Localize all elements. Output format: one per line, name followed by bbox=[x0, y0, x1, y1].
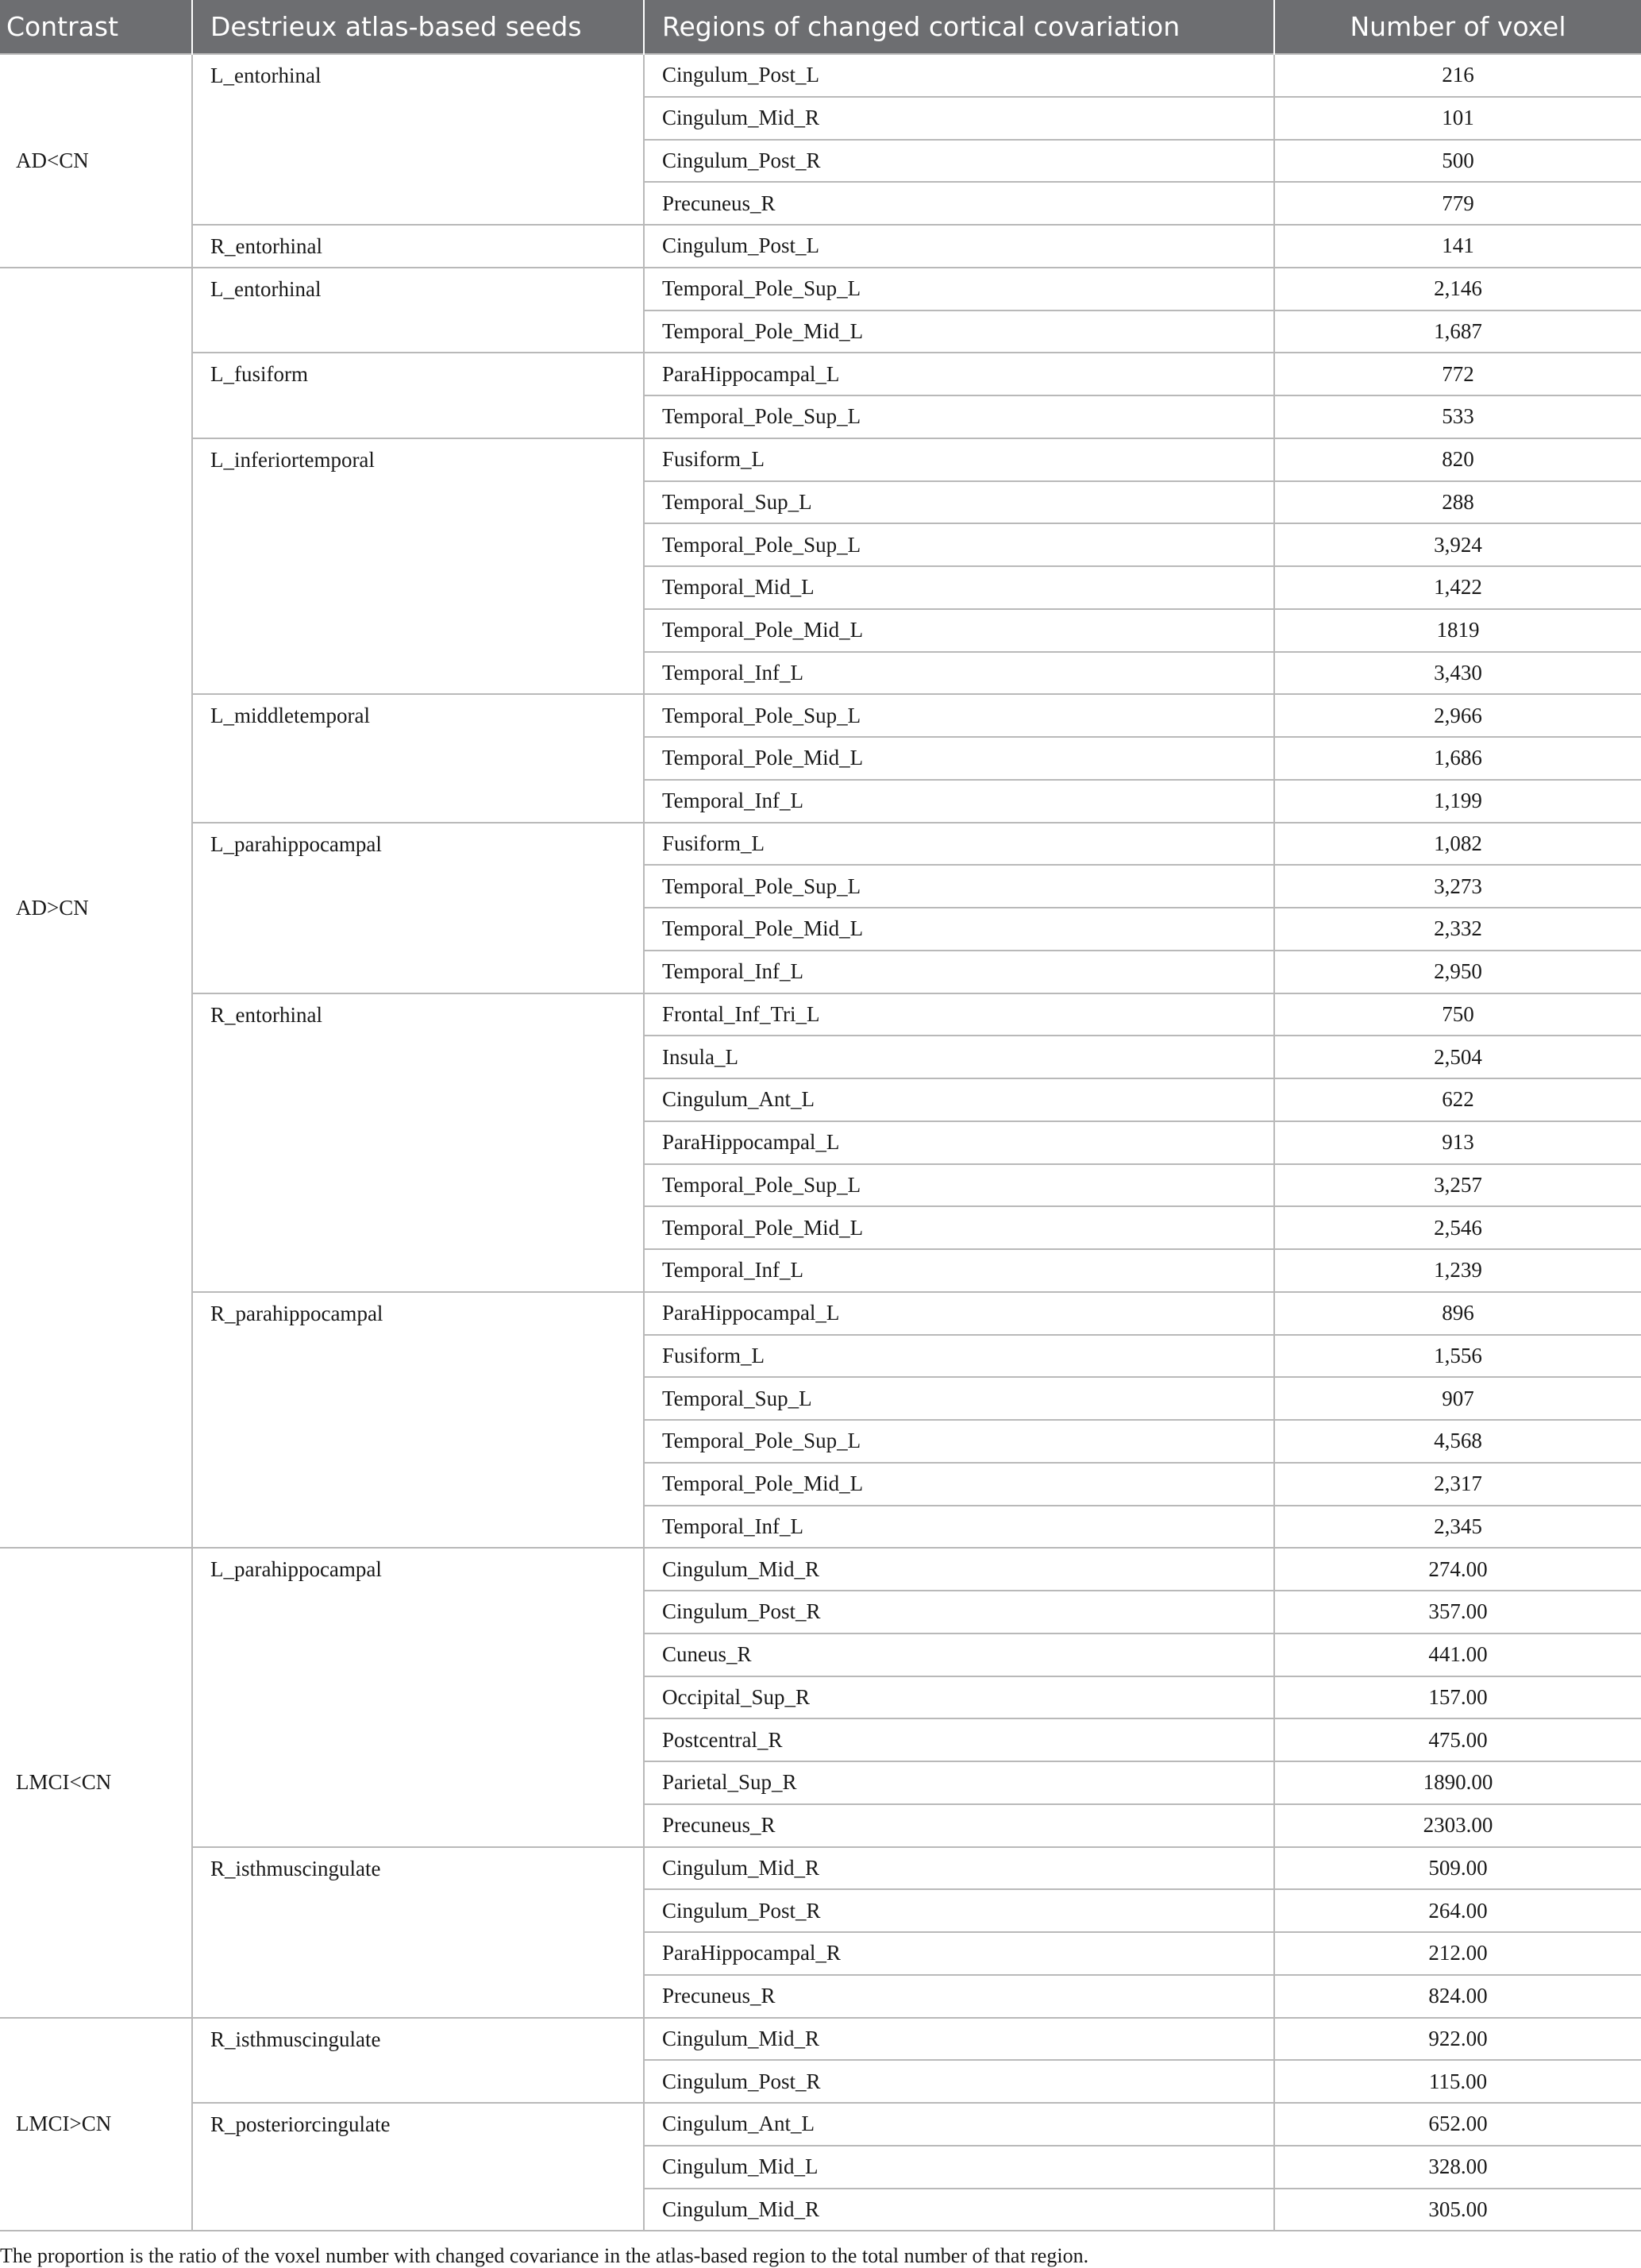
region-cell: Temporal_Pole_Mid_L bbox=[644, 737, 1274, 780]
voxel-count-cell: 896 bbox=[1274, 1292, 1641, 1335]
region-cell: Cingulum_Mid_R bbox=[644, 2018, 1274, 2061]
voxel-count-cell: 779 bbox=[1274, 182, 1641, 225]
region-cell: Temporal_Pole_Sup_L bbox=[644, 1164, 1274, 1207]
region-cell: Insula_L bbox=[644, 1036, 1274, 1078]
voxel-count-cell: 2,546 bbox=[1274, 1206, 1641, 1249]
region-cell: Occipital_Sup_R bbox=[644, 1676, 1274, 1719]
contrast-cell: LMCI<CN bbox=[0, 1548, 192, 2017]
header-seeds: Destrieux atlas-based seeds bbox=[192, 0, 644, 54]
table-row bbox=[0, 2103, 1641, 2146]
voxel-count-cell: 913 bbox=[1274, 1121, 1641, 1164]
voxel-count-cell: 1,686 bbox=[1274, 737, 1641, 780]
region-cell: Cingulum_Ant_L bbox=[644, 2103, 1274, 2146]
region-cell: Temporal_Pole_Sup_L bbox=[644, 1420, 1274, 1463]
voxel-count-cell: 2,950 bbox=[1274, 951, 1641, 993]
seed-cell: R_posteriorcingulate bbox=[192, 2103, 644, 2231]
voxel-count-cell: 509.00 bbox=[1274, 1847, 1641, 1890]
voxel-count-cell: 141 bbox=[1274, 225, 1641, 268]
table-row bbox=[0, 225, 1641, 268]
region-cell: Frontal_Inf_Tri_L bbox=[644, 993, 1274, 1036]
table-header bbox=[0, 0, 1641, 54]
header-contrast: Contrast bbox=[0, 0, 192, 54]
voxel-count-cell: 3,924 bbox=[1274, 523, 1641, 566]
voxel-count-cell: 357.00 bbox=[1274, 1591, 1641, 1634]
seed-cell: R_entorhinal bbox=[192, 993, 644, 1292]
voxel-count-cell: 3,273 bbox=[1274, 865, 1641, 908]
region-cell: Temporal_Pole_Sup_L bbox=[644, 268, 1274, 310]
voxel-count-cell: 824.00 bbox=[1274, 1975, 1641, 2018]
voxel-count-cell: 216 bbox=[1274, 54, 1641, 97]
table-footnote: The proportion is the ratio of the voxel number with changed covariance in the atlas-based region to the total number of that region. bbox=[0, 2244, 1089, 2268]
region-cell: Temporal_Sup_L bbox=[644, 481, 1274, 524]
region-cell: Temporal_Inf_L bbox=[644, 1506, 1274, 1549]
region-cell: Cingulum_Mid_R bbox=[644, 2189, 1274, 2231]
voxel-count-cell: 1,687 bbox=[1274, 310, 1641, 353]
region-cell: Precuneus_R bbox=[644, 182, 1274, 225]
region-cell: Temporal_Sup_L bbox=[644, 1377, 1274, 1420]
header-row bbox=[0, 0, 1641, 54]
region-cell: Fusiform_L bbox=[644, 1335, 1274, 1378]
region-cell: Temporal_Mid_L bbox=[644, 566, 1274, 609]
region-cell: Temporal_Inf_L bbox=[644, 1249, 1274, 1292]
contrast-cell: AD>CN bbox=[0, 268, 192, 1549]
region-cell: ParaHippocampal_L bbox=[644, 1292, 1274, 1335]
voxel-count-cell: 1890.00 bbox=[1274, 1761, 1641, 1804]
seed-cell: R_isthmuscingulate bbox=[192, 2018, 644, 2104]
header-voxels: Number of voxel bbox=[1274, 0, 1641, 54]
voxel-count-cell: 274.00 bbox=[1274, 1548, 1641, 1591]
voxel-count-cell: 2,345 bbox=[1274, 1506, 1641, 1549]
table-row bbox=[0, 993, 1641, 1036]
table-row bbox=[0, 1847, 1641, 1890]
region-cell: Postcentral_R bbox=[644, 1718, 1274, 1761]
table-row bbox=[0, 823, 1641, 866]
voxel-count-cell: 3,430 bbox=[1274, 652, 1641, 695]
voxel-count-cell: 750 bbox=[1274, 993, 1641, 1036]
seed-cell: L_middletemporal bbox=[192, 694, 644, 822]
region-cell: Temporal_Pole_Mid_L bbox=[644, 310, 1274, 353]
region-cell: Temporal_Pole_Sup_L bbox=[644, 694, 1274, 737]
region-cell: Temporal_Inf_L bbox=[644, 780, 1274, 823]
voxel-count-cell: 441.00 bbox=[1274, 1634, 1641, 1676]
region-cell: Temporal_Pole_Sup_L bbox=[644, 865, 1274, 908]
voxel-count-cell: 157.00 bbox=[1274, 1676, 1641, 1719]
voxel-count-cell: 264.00 bbox=[1274, 1889, 1641, 1932]
table-row bbox=[0, 353, 1641, 395]
voxel-count-cell: 533 bbox=[1274, 395, 1641, 438]
voxel-count-cell: 115.00 bbox=[1274, 2060, 1641, 2103]
table-row bbox=[0, 694, 1641, 737]
voxel-count-cell: 500 bbox=[1274, 140, 1641, 183]
table-row bbox=[0, 2018, 1641, 2061]
region-cell: ParaHippocampal_R bbox=[644, 1932, 1274, 1975]
table-row bbox=[0, 54, 1641, 97]
table-body bbox=[0, 54, 1641, 2231]
header-regions: Regions of changed cortical covariation bbox=[644, 0, 1274, 54]
voxel-count-cell: 922.00 bbox=[1274, 2018, 1641, 2061]
voxel-count-cell: 1,556 bbox=[1274, 1335, 1641, 1378]
voxel-count-cell: 328.00 bbox=[1274, 2146, 1641, 2189]
table-row bbox=[0, 268, 1641, 310]
voxel-count-cell: 2,966 bbox=[1274, 694, 1641, 737]
voxel-count-cell: 2303.00 bbox=[1274, 1804, 1641, 1847]
seed-cell: L_fusiform bbox=[192, 353, 644, 438]
table-row bbox=[0, 1292, 1641, 1335]
region-cell: Precuneus_R bbox=[644, 1804, 1274, 1847]
voxel-count-cell: 4,568 bbox=[1274, 1420, 1641, 1463]
voxel-count-cell: 212.00 bbox=[1274, 1932, 1641, 1975]
voxel-count-cell: 1,239 bbox=[1274, 1249, 1641, 1292]
seed-cell: L_parahippocampal bbox=[192, 1548, 644, 1846]
voxel-count-cell: 622 bbox=[1274, 1078, 1641, 1121]
voxel-count-cell: 1,422 bbox=[1274, 566, 1641, 609]
region-cell: Cingulum_Post_R bbox=[644, 1889, 1274, 1932]
region-cell: Cingulum_Mid_R bbox=[644, 97, 1274, 140]
region-cell: Cingulum_Mid_L bbox=[644, 2146, 1274, 2189]
region-cell: Cingulum_Ant_L bbox=[644, 1078, 1274, 1121]
voxel-count-cell: 3,257 bbox=[1274, 1164, 1641, 1207]
region-cell: ParaHippocampal_L bbox=[644, 353, 1274, 395]
region-cell: ParaHippocampal_L bbox=[644, 1121, 1274, 1164]
voxel-count-cell: 907 bbox=[1274, 1377, 1641, 1420]
region-cell: Cingulum_Mid_R bbox=[644, 1847, 1274, 1890]
region-cell: Fusiform_L bbox=[644, 438, 1274, 481]
seed-cell: L_entorhinal bbox=[192, 54, 644, 225]
voxel-count-cell: 2,146 bbox=[1274, 268, 1641, 310]
region-cell: Temporal_Inf_L bbox=[644, 951, 1274, 993]
voxel-count-cell: 820 bbox=[1274, 438, 1641, 481]
region-cell: Temporal_Pole_Sup_L bbox=[644, 523, 1274, 566]
table-row bbox=[0, 1548, 1641, 1591]
seed-cell: R_parahippocampal bbox=[192, 1292, 644, 1549]
voxel-count-cell: 1819 bbox=[1274, 609, 1641, 652]
region-cell: Temporal_Pole_Mid_L bbox=[644, 609, 1274, 652]
region-cell: Temporal_Pole_Mid_L bbox=[644, 1463, 1274, 1506]
voxel-count-cell: 1,199 bbox=[1274, 780, 1641, 823]
voxel-count-cell: 1,082 bbox=[1274, 823, 1641, 866]
voxel-count-cell: 2,504 bbox=[1274, 1036, 1641, 1078]
region-cell: Cingulum_Post_R bbox=[644, 2060, 1274, 2103]
region-cell: Cingulum_Post_L bbox=[644, 225, 1274, 268]
voxel-count-cell: 652.00 bbox=[1274, 2103, 1641, 2146]
voxel-count-cell: 475.00 bbox=[1274, 1718, 1641, 1761]
voxel-count-cell: 101 bbox=[1274, 97, 1641, 140]
voxel-count-cell: 2,317 bbox=[1274, 1463, 1641, 1506]
region-cell: Precuneus_R bbox=[644, 1975, 1274, 2018]
region-cell: Fusiform_L bbox=[644, 823, 1274, 866]
region-cell: Temporal_Pole_Sup_L bbox=[644, 395, 1274, 438]
seed-cell: L_parahippocampal bbox=[192, 823, 644, 993]
table-row bbox=[0, 438, 1641, 481]
region-cell: Temporal_Pole_Mid_L bbox=[644, 908, 1274, 951]
contrast-cell: AD<CN bbox=[0, 54, 192, 268]
seed-cell: R_entorhinal bbox=[192, 225, 644, 268]
region-cell: Cingulum_Mid_R bbox=[644, 1548, 1274, 1591]
voxel-count-cell: 772 bbox=[1274, 353, 1641, 395]
voxel-count-cell: 305.00 bbox=[1274, 2189, 1641, 2231]
region-cell: Cingulum_Post_R bbox=[644, 140, 1274, 183]
region-cell: Temporal_Pole_Mid_L bbox=[644, 1206, 1274, 1249]
region-cell: Cingulum_Post_L bbox=[644, 54, 1274, 97]
contrast-cell: LMCI>CN bbox=[0, 2018, 192, 2231]
region-cell: Cuneus_R bbox=[644, 1634, 1274, 1676]
voxel-count-cell: 288 bbox=[1274, 481, 1641, 524]
region-cell: Parietal_Sup_R bbox=[644, 1761, 1274, 1804]
seed-cell: L_inferiortemporal bbox=[192, 438, 644, 695]
region-cell: Temporal_Inf_L bbox=[644, 652, 1274, 695]
region-cell: Cingulum_Post_R bbox=[644, 1591, 1274, 1634]
seed-cell: L_entorhinal bbox=[192, 268, 644, 353]
seed-cell: R_isthmuscingulate bbox=[192, 1847, 644, 2018]
voxel-count-cell: 2,332 bbox=[1274, 908, 1641, 951]
